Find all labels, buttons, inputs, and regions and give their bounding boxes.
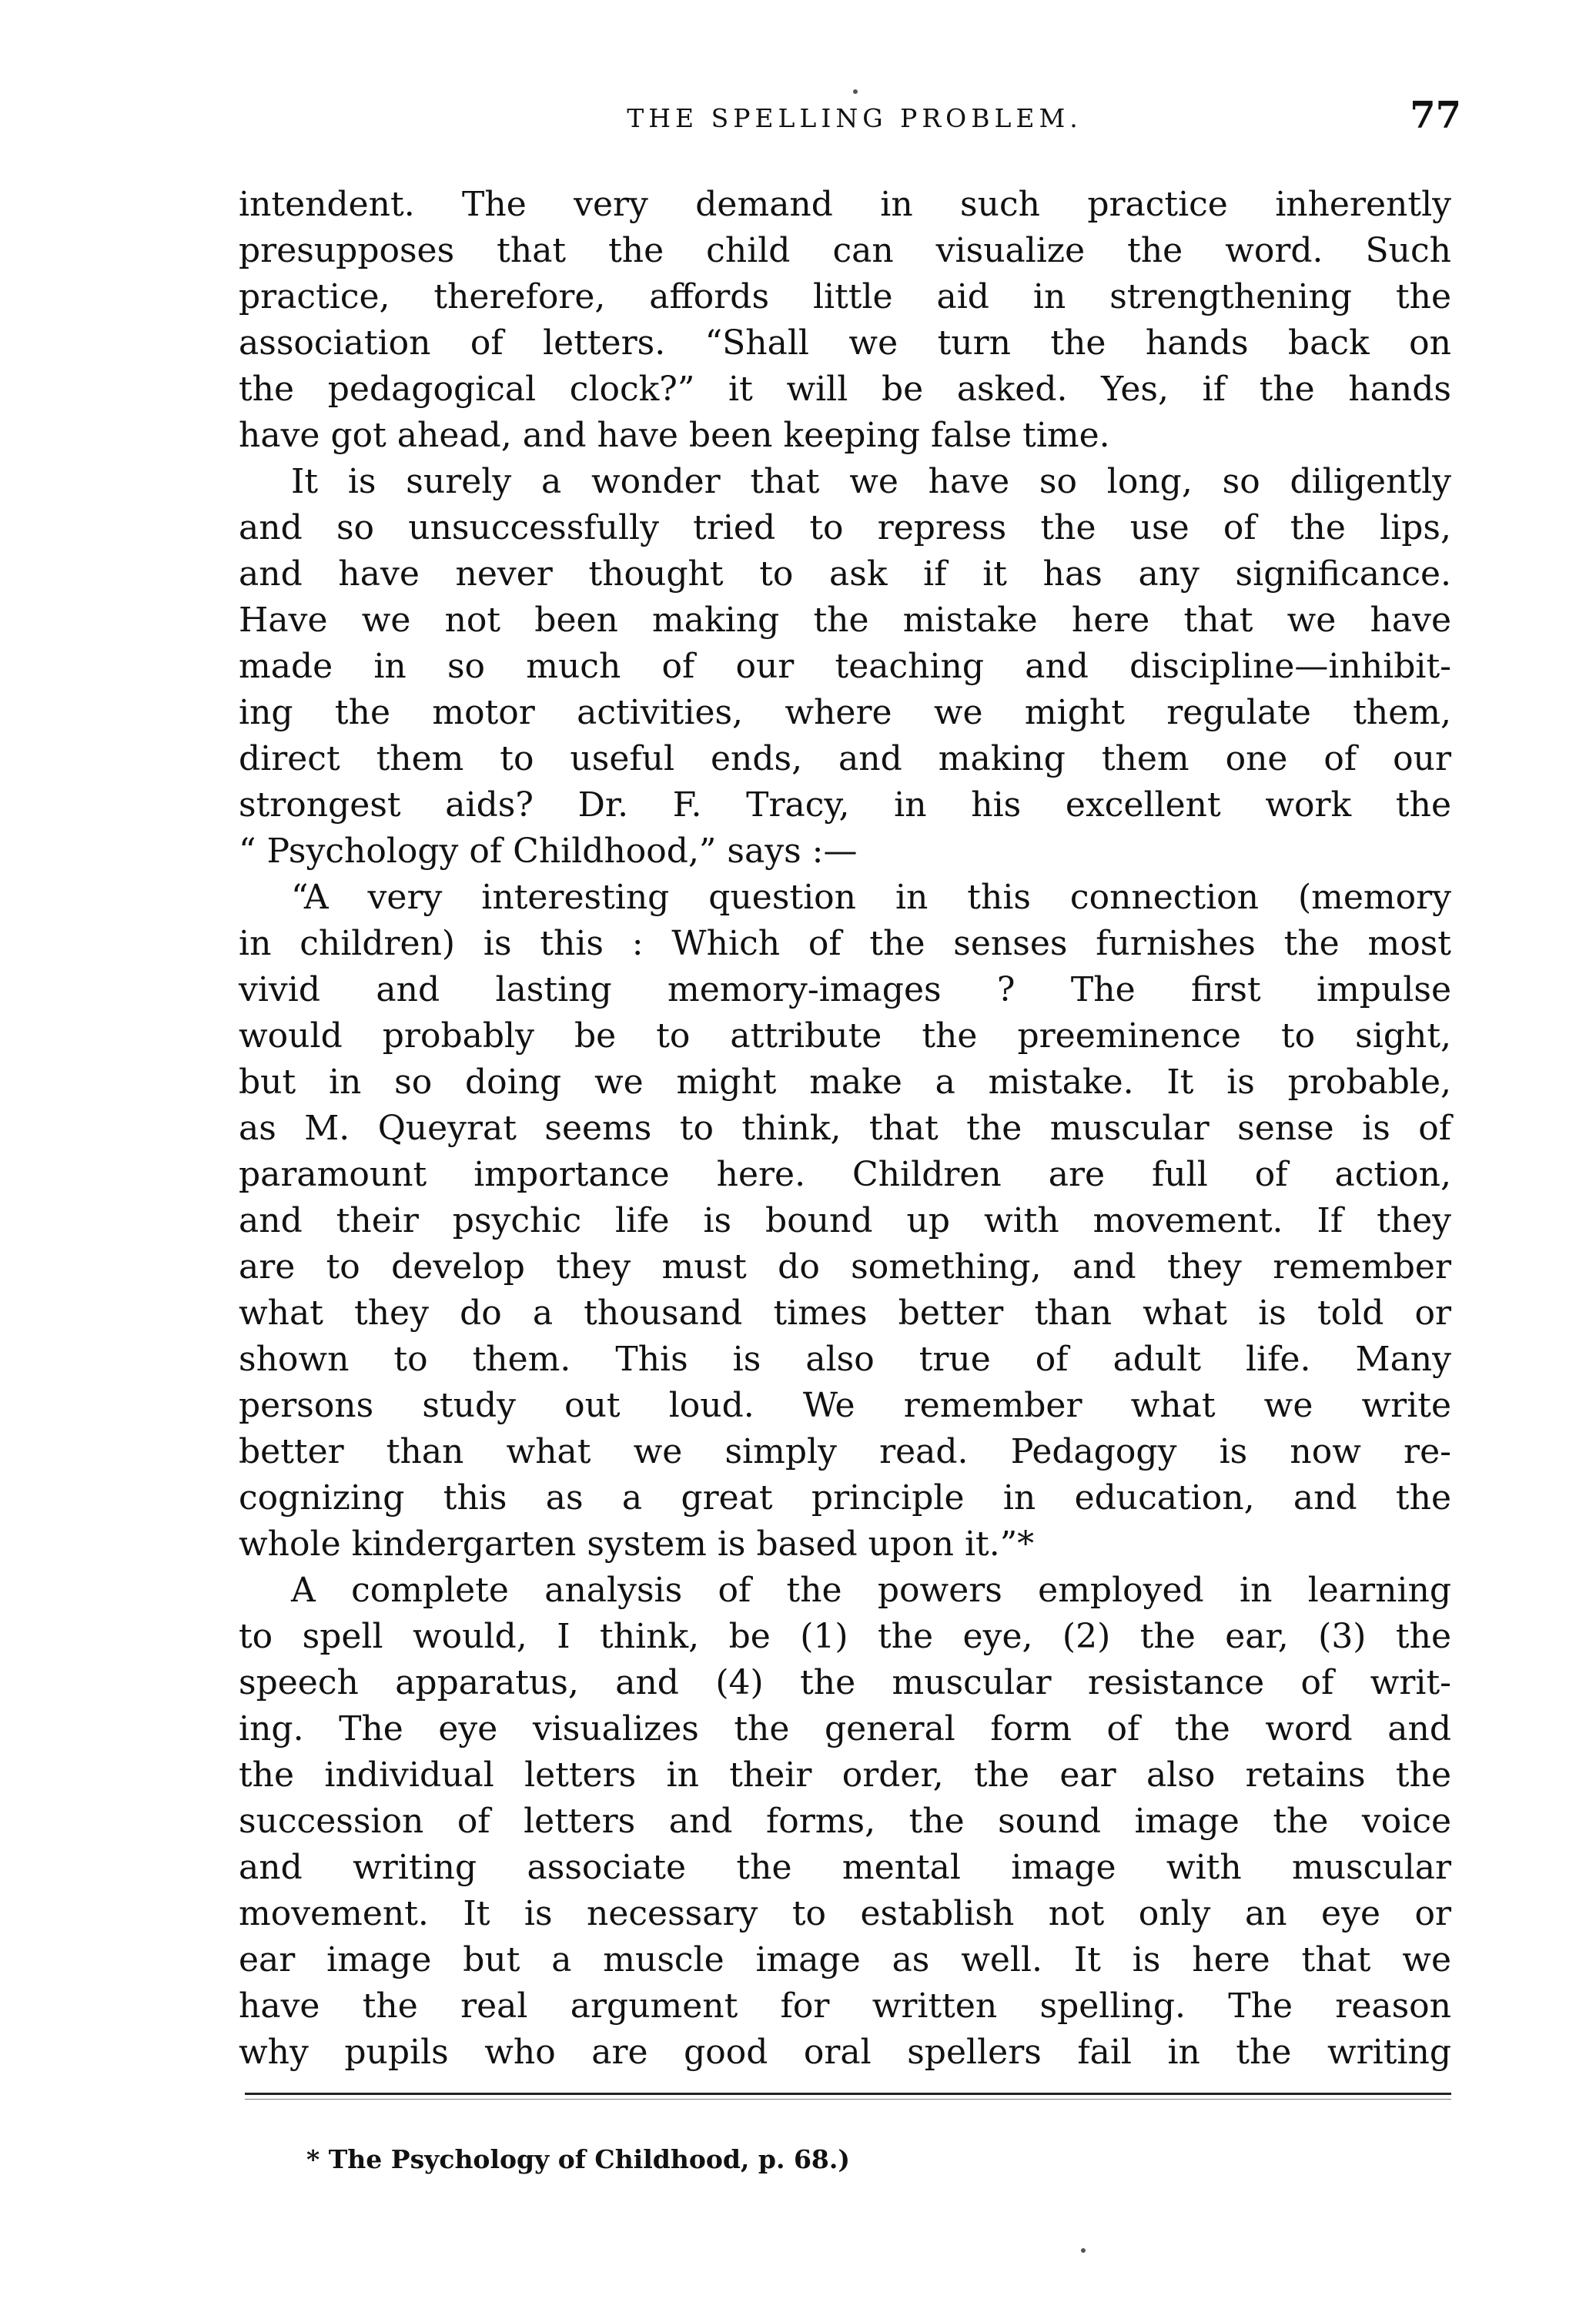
text-line: paramount importance here. Children are full of action, bbox=[239, 1155, 1451, 1194]
footnote-rule bbox=[245, 2093, 1451, 2095]
print-speck bbox=[1081, 2248, 1086, 2253]
text-line: intendent. The very demand in such practice inherently bbox=[239, 185, 1451, 224]
text-line: to spell would, I think, be (1) the eye, (2) the ear, (3) the bbox=[239, 1617, 1451, 1656]
footnote-rule-thin bbox=[245, 2099, 1451, 2100]
text-line: ear image but a muscle image as well. It is here that we bbox=[239, 1940, 1451, 1979]
text-line: would probably be to attribute the preeminence to sight, bbox=[239, 1016, 1451, 1056]
text-line: A complete analysis of the powers employed in learning bbox=[291, 1571, 1451, 1610]
text-line: direct them to useful ends, and making them one of our bbox=[239, 739, 1451, 778]
text-line: ing the motor activities, where we might regulate them, bbox=[239, 693, 1451, 732]
running-title: THE SPELLING PROBLEM. bbox=[627, 103, 1082, 133]
text-line: It is surely a wonder that we have so long, so diligently bbox=[291, 462, 1451, 501]
text-line: are to develop they must do something, and they remember bbox=[239, 1247, 1451, 1287]
text-line: better than what we simply read. Pedagogy is now re- bbox=[239, 1432, 1451, 1471]
running-head bbox=[239, 95, 1471, 149]
text-line: association of letters. “Shall we turn the hands back on bbox=[239, 323, 1451, 363]
text-line: “A very interesting question in this connection (memory bbox=[291, 878, 1451, 917]
text-line: Have we not been making the mistake here that we have bbox=[239, 601, 1451, 640]
text-line: whole kindergarten system is based upon it.”* bbox=[239, 1524, 1035, 1564]
text-line: made in so much of our teaching and discipline—inhibit- bbox=[239, 647, 1451, 686]
text-line: cognizing this as a great principle in education, and the bbox=[239, 1478, 1451, 1518]
page-number: 77 bbox=[1410, 94, 1461, 137]
print-speck bbox=[853, 89, 858, 94]
text-line: speech apparatus, and (4) the muscular resistance of writ- bbox=[239, 1663, 1451, 1702]
text-line: shown to them. This is also true of adult life. Many bbox=[239, 1340, 1451, 1379]
text-line: persons study out loud. We remember what we write bbox=[239, 1386, 1451, 1425]
text-line: the pedagogical clock?” it will be asked. Yes, if the hands bbox=[239, 370, 1451, 409]
text-line: have got ahead, and have been keeping false time. bbox=[239, 416, 1110, 455]
text-line: succession of letters and forms, the sound image the voice bbox=[239, 1802, 1451, 1841]
footnote: * The Psychology of Childhood, p. 68.) bbox=[306, 2144, 850, 2174]
text-line: as M. Queyrat seems to think, that the muscular sense is of bbox=[239, 1109, 1451, 1148]
text-line: what they do a thousand times better than what is told or bbox=[239, 1293, 1451, 1333]
text-line: in children) is this : Which of the senses furnishes the most bbox=[239, 924, 1451, 963]
text-line: and so unsuccessfully tried to repress the use of the lips, bbox=[239, 508, 1451, 547]
text-line: why pupils who are good oral spellers fail in the writing bbox=[239, 2033, 1451, 2072]
text-line: have the real argument for written spelling. The reason bbox=[239, 1986, 1451, 2026]
text-line: and their psychic life is bound up with movement. If they bbox=[239, 1201, 1451, 1240]
text-line: but in so doing we might make a mistake. It is probable, bbox=[239, 1062, 1451, 1102]
text-line: ing. The eye visualizes the general form of the word and bbox=[239, 1709, 1451, 1749]
text-line: and writing associate the mental image with muscular bbox=[239, 1848, 1451, 1887]
text-line: vivid and lasting memory-images ? The first impulse bbox=[239, 970, 1451, 1009]
text-line: strongest aids? Dr. F. Tracy, in his excellent work the bbox=[239, 785, 1451, 825]
body-text bbox=[239, 182, 1451, 2076]
text-line: and have never thought to ask if it has any significance. bbox=[239, 554, 1451, 594]
text-line: practice, therefore, affords little aid in strengthening the bbox=[239, 277, 1451, 316]
text-line: movement. It is necessary to establish not only an eye or bbox=[239, 1894, 1451, 1933]
text-line: the individual letters in their order, the ear also retains the bbox=[239, 1755, 1451, 1795]
text-line: presupposes that the child can visualize the word. Such bbox=[239, 231, 1451, 270]
text-line: “ Psychology of Childhood,” says :— bbox=[239, 832, 858, 871]
